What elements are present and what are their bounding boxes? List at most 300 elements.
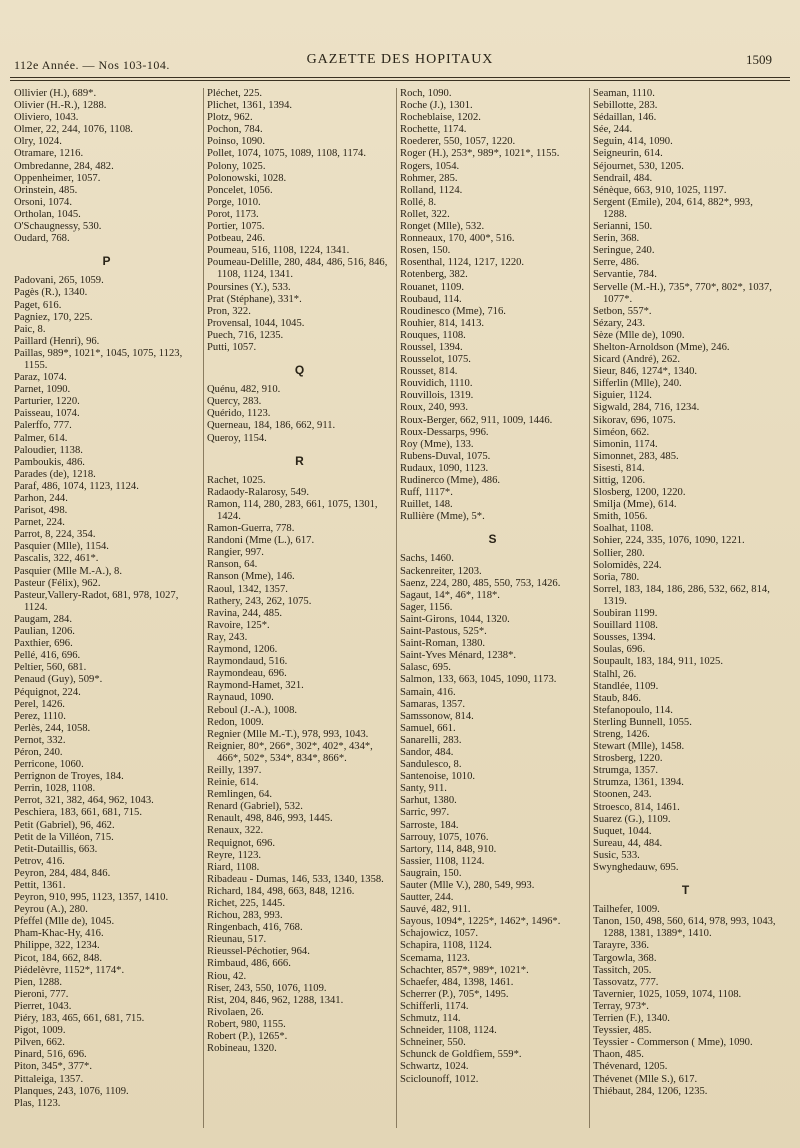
index-entry: Pasteur,Vallery-Radot, 681, 978, 1027, 1124.	[14, 589, 179, 613]
index-entry: Rimbaud, 486, 666.	[207, 958, 291, 970]
index-entry: Picot, 184, 662, 848.	[14, 952, 102, 964]
index-entry: Paillard (Henri), 96.	[14, 335, 100, 347]
index-entry: Plichet, 1361, 1394.	[207, 100, 293, 112]
index-entry: Rosen, 150.	[400, 245, 451, 257]
header-rule	[10, 77, 790, 78]
index-entry: Santenoise, 1010.	[400, 771, 476, 783]
index-entry: Perez, 1110.	[14, 710, 66, 722]
index-entry: Riard, 1108.	[207, 861, 260, 873]
index-entry: Sittig, 1206.	[593, 475, 646, 486]
index-entry: Paget, 616.	[14, 299, 62, 311]
index-entry: Ranson, 64.	[207, 559, 258, 571]
index-entry: Parades (de), 1218.	[14, 468, 96, 480]
index-entry: Thiébaut, 284, 1206, 1235.	[593, 1085, 708, 1097]
index-entry: Stoonen, 243.	[593, 789, 652, 801]
index-entry: Servelle (M.-H.), 735*, 770*, 802*, 1037, 1077*.	[593, 281, 772, 305]
index-entry: Rogers, 1054.	[400, 160, 460, 172]
index-entry: Roger (H.), 253*, 989*, 1021*, 1155.	[400, 148, 560, 160]
index-entry: Rouques, 1108.	[400, 329, 466, 341]
index-entry: Rieunau, 517.	[207, 934, 267, 946]
index-entry: Radaody-Ralarosy, 549.	[207, 486, 309, 498]
index-entry: Pasquier (Mlle M.-A.), 8.	[14, 565, 122, 577]
index-entry: Reignier, 80*, 266*, 302*, 402*, 434*, 466*, 502*, 534*, 834*, 866*.	[207, 740, 373, 764]
index-entry: Oudard, 768.	[14, 233, 70, 245]
index-entry: Pernot, 332.	[14, 734, 66, 746]
section-letter: T	[681, 883, 690, 898]
index-column-2	[207, 88, 392, 1138]
index-entry: Parnet, 1090.	[14, 384, 71, 396]
index-entry: Pittaleiga, 1357.	[14, 1073, 84, 1085]
index-entry: Rousset, 814.	[400, 366, 458, 378]
index-column-1	[14, 88, 199, 1138]
index-entry: Staub, 846.	[593, 692, 641, 704]
index-entry: Sureau, 44, 484.	[593, 837, 663, 849]
index-entry: Stroesco, 814, 1461.	[593, 801, 680, 813]
index-entry: Pigot, 1009.	[14, 1025, 66, 1037]
index-entry: Rolland, 1124.	[400, 184, 463, 196]
index-entry: Perrignon de Troyes, 184.	[14, 771, 124, 783]
index-entry: Peyrou (A.), 280.	[14, 904, 88, 916]
index-entry: Soalhat, 1108.	[593, 523, 654, 535]
index-entry: Pellé, 416, 696.	[14, 650, 81, 662]
index-entry: Paugam, 284.	[14, 613, 72, 625]
index-entry: Terrien (F.), 1340.	[593, 1013, 670, 1025]
index-entry: Rathery, 243, 262, 1075.	[207, 595, 312, 607]
index-entry: Roche (J.), 1301.	[400, 100, 473, 112]
index-entry: Schunck de Goldfiem, 559*.	[400, 1049, 522, 1061]
index-entry: Parisot, 498.	[14, 505, 68, 517]
index-entry: Richard, 184, 498, 663, 848, 1216.	[207, 885, 355, 897]
index-entry: Olmer, 22, 244, 1076, 1108.	[14, 124, 133, 136]
index-entry: Strosberg, 1220.	[593, 753, 663, 765]
index-entry: Petit-Dutaillis, 663.	[14, 843, 98, 855]
index-entry: Olivier (H.-R.), 1288.	[14, 100, 107, 112]
index-entry: Renard (Gabriel), 532.	[207, 801, 303, 813]
index-entry: Ravoire, 125*.	[207, 619, 270, 631]
index-entry: Seigneurin, 614.	[593, 148, 663, 160]
index-entry: Oliviero, 1043.	[14, 112, 79, 124]
index-entry: Petit (Gabriel), 96, 462.	[14, 819, 115, 831]
index-entry: Polonowski, 1028.	[207, 172, 287, 184]
index-entry: Samssonow, 814.	[400, 710, 474, 722]
index-entry: Piédelèvre, 1152*, 1174*.	[14, 964, 125, 976]
index-entry: Tanon, 150, 498, 560, 614, 978, 993, 1043, 1288, 1381, 1389*, 1410.	[593, 916, 776, 940]
index-entry: Rosenthal, 1124, 1217, 1220.	[400, 257, 525, 269]
index-entry: Saint-Roman, 1380.	[400, 638, 486, 650]
index-entry: Reilly, 1397.	[207, 764, 262, 776]
index-entry: Smilja (Mme), 614.	[593, 499, 677, 511]
index-entry: Palmer, 614.	[14, 432, 68, 444]
index-entry: Streng, 1426.	[593, 728, 650, 740]
index-entry: Sèze (Mlle de), 1090.	[593, 329, 685, 341]
index-entry: Tavernier, 1025, 1059, 1074, 1108.	[593, 988, 742, 1000]
index-column-3	[400, 88, 585, 1138]
index-entry: Piton, 345*, 377*.	[14, 1061, 92, 1073]
index-entry: Sassier, 1108, 1124.	[400, 855, 485, 867]
index-entry: Sartory, 114, 848, 910.	[400, 843, 497, 855]
index-entry: Soupault, 183, 184, 911, 1025.	[593, 656, 723, 668]
index-entry: Palerffo, 777.	[14, 420, 72, 432]
index-entry: Porge, 1010.	[207, 196, 261, 208]
index-entry: Rocheblaise, 1202.	[400, 112, 481, 124]
index-entry: Rachet, 1025.	[207, 474, 266, 486]
index-entry: Stefanopoulo, 114.	[593, 704, 673, 716]
index-entry: Rieussel-Péchotier, 964.	[207, 946, 310, 958]
index-entry: Paraf, 486, 1074, 1123, 1124.	[14, 480, 139, 492]
index-entry: Parrot, 8, 224, 354.	[14, 529, 96, 541]
index-entry: Robineau, 1320.	[207, 1043, 277, 1055]
index-entry: Pien, 1288.	[14, 976, 62, 988]
index-entry: Schneider, 1108, 1124.	[400, 1025, 497, 1037]
index-entry: Rouhier, 814, 1413.	[400, 317, 485, 329]
index-entry: Pettit, 1361.	[14, 880, 66, 891]
index-entry: Servantie, 784.	[593, 269, 657, 281]
issue-label: 112e Année. — Nos 103-104.	[14, 58, 170, 72]
index-column-4	[593, 88, 778, 1138]
index-entry: Sarroste, 184.	[400, 819, 459, 831]
index-entry: Saint-Pastous, 525*.	[400, 626, 487, 638]
index-entry: Robert, 980, 1155.	[207, 1018, 286, 1030]
index-entry: Reboul (J.-A.), 1008.	[207, 704, 298, 716]
index-entry: Richou, 283, 993.	[207, 910, 283, 922]
index-entry: Paloudier, 1138.	[14, 444, 83, 456]
index-entry: Peyron, 284, 484, 846.	[14, 867, 111, 879]
index-entry: Portier, 1075.	[207, 221, 265, 233]
index-entry: Poursines (Y.), 533.	[207, 281, 291, 293]
index-entry: O'Schaugnessy, 530.	[14, 221, 102, 233]
index-entry: Tassovatz, 777.	[593, 976, 659, 988]
index-entry: Querneau, 184, 186, 662, 911.	[207, 420, 336, 432]
index-entry: Soubiran 1199.	[593, 608, 658, 620]
index-entry: Thévenard, 1205.	[593, 1061, 668, 1073]
index-entry: Salasc, 695.	[400, 662, 451, 674]
index-entry: Sénèque, 663, 910, 1025, 1197.	[593, 184, 727, 196]
index-entry: Thévenet (Mlle S.), 617.	[593, 1073, 698, 1085]
index-entry: Seaman, 1110.	[593, 88, 655, 99]
index-entry: Redon, 1009.	[207, 716, 264, 728]
index-entry: Raymond-Hamet, 321.	[207, 680, 304, 692]
index-entry: Schajowicz, 1057.	[400, 928, 478, 940]
index-entry: Rollé, 8.	[400, 196, 437, 208]
index-entry: Sebillotte, 283.	[593, 100, 658, 112]
index-entry: Pochon, 784.	[207, 124, 263, 136]
section-letter: P	[102, 254, 111, 269]
index-entry: Sergent (Emile), 204, 614, 882*, 993, 1288.	[593, 196, 753, 220]
index-entry: Schifferli, 1174.	[400, 1000, 469, 1012]
index-entry: Samaras, 1357.	[400, 698, 466, 710]
index-entry: Schachter, 857*, 989*, 1021*.	[400, 964, 529, 976]
index-entry: Penaud (Guy), 509*.	[14, 674, 103, 686]
index-entry: Sackenreiter, 1203.	[400, 565, 482, 577]
index-entry: Santy, 911.	[400, 783, 447, 795]
index-entry: Serin, 368.	[593, 233, 640, 245]
index-entry: Shelton-Arnoldson (Mme), 246.	[593, 341, 730, 353]
index-entry: Roederer, 550, 1057, 1220.	[400, 136, 516, 148]
index-entry: Sautter, 244.	[400, 892, 454, 904]
index-entry: Ray, 243.	[207, 631, 248, 643]
index-entry: Sohier, 224, 335, 1076, 1090, 1221.	[593, 535, 745, 547]
index-entry: Paisseau, 1074.	[14, 408, 80, 420]
index-entry: Roux-Berger, 662, 911, 1009, 1446.	[400, 414, 553, 426]
index-entry: Pfeffel (Mlle de), 1045.	[14, 916, 115, 928]
index-entry: Samain, 416.	[400, 686, 456, 698]
index-entry: Sorrel, 183, 184, 186, 286, 532, 662, 814, 1319.	[593, 583, 770, 607]
index-entry: Sauter (Mlle V.), 280, 549, 993.	[400, 880, 535, 891]
index-entry: Salmon, 133, 663, 1045, 1090, 1173.	[400, 674, 557, 686]
index-entry: Teyssier - Commerson ( Mme), 1090.	[593, 1037, 753, 1049]
index-entry: Parhon, 244.	[14, 493, 68, 504]
index-entry: Sauvé, 482, 911.	[400, 904, 471, 916]
index-entry: Pasquier (Mlle), 1154.	[14, 541, 109, 553]
index-entry: Schneiner, 550.	[400, 1037, 466, 1049]
index-entry: Scherrer (P.), 705*, 1495.	[400, 988, 509, 1000]
index-entry: Peschiera, 183, 661, 681, 715.	[14, 807, 142, 819]
index-entry: Sifferlin (Mlle), 240.	[593, 378, 682, 390]
index-entry: Pagès (R.), 1340.	[14, 287, 88, 299]
section-letter: S	[488, 532, 497, 547]
index-entry: Riou, 42.	[207, 970, 247, 982]
section-letter: Q	[294, 363, 305, 378]
index-entry: Sciclounoff, 1012.	[400, 1073, 479, 1085]
index-entry: Rudinerco (Mme), 486.	[400, 475, 501, 486]
index-entry: Solomidès, 224.	[593, 559, 662, 571]
index-entry: Ronget (Mlle), 532.	[400, 221, 485, 233]
index-entry: Saugrain, 150.	[400, 867, 462, 879]
index-entry: Sandor, 484.	[400, 746, 454, 758]
index-entry: Putti, 1057.	[207, 341, 257, 353]
index-entry: Sanarelli, 283.	[400, 734, 462, 746]
page-header	[14, 52, 786, 76]
index-entry: Soulas, 696.	[593, 644, 646, 656]
index-entry: Perlès, 244, 1058.	[14, 722, 91, 734]
index-entry: Perricone, 1060.	[14, 759, 84, 771]
index-entry: Quercy, 283.	[207, 396, 262, 408]
index-entry: Plotz, 962.	[207, 112, 253, 124]
index-entry: Pieroni, 777.	[14, 988, 69, 1000]
index-columns	[14, 88, 790, 1138]
index-entry: Pléchet, 225.	[207, 88, 263, 99]
index-entry: Provensal, 1044, 1045.	[207, 317, 305, 329]
index-entry: Sisesti, 814.	[593, 462, 645, 474]
index-entry: Ravina, 244, 485.	[207, 607, 283, 619]
index-entry: Schapira, 1108, 1124.	[400, 940, 492, 952]
index-entry: Samuel, 661.	[400, 722, 456, 734]
index-entry: Simonin, 1174.	[593, 438, 658, 450]
index-entry: Rouvillois, 1319.	[400, 390, 474, 402]
index-entry: Schaefer, 484, 1398, 1461.	[400, 976, 514, 988]
index-entry: Poumeau-Delille, 280, 484, 486, 516, 846, 1108, 1124, 1341.	[207, 257, 388, 281]
index-entry: Pinard, 516, 696.	[14, 1049, 87, 1061]
index-entry: Ronneaux, 170, 400*, 516.	[400, 233, 515, 245]
index-entry: Sarric, 997.	[400, 807, 450, 819]
index-entry: Sager, 1156.	[400, 601, 453, 613]
index-entry: Pierret, 1043.	[14, 1000, 72, 1012]
index-entry: Rangier, 997.	[207, 547, 264, 559]
index-entry: Serre, 486.	[593, 257, 640, 269]
index-entry: Rohmer, 285.	[400, 172, 458, 184]
column-divider	[203, 88, 204, 1128]
index-entry: Pasteur (Félix), 962.	[14, 577, 101, 589]
index-entry: Rouvidich, 1110.	[400, 378, 473, 390]
index-entry: Sieur, 846, 1274*, 1340.	[593, 366, 698, 378]
index-entry: Riser, 243, 550, 1076, 1109.	[207, 982, 327, 994]
index-entry: Sicard (André), 262.	[593, 354, 681, 366]
index-entry: Sée, 244.	[593, 124, 633, 136]
index-entry: Pilven, 662.	[14, 1037, 65, 1049]
index-entry: Stalhl, 26.	[593, 668, 637, 680]
index-entry: Poumeau, 516, 1108, 1224, 1341.	[207, 245, 350, 257]
index-entry: Sézary, 243.	[593, 317, 645, 329]
index-entry: Plas, 1123.	[14, 1097, 61, 1109]
index-entry: Paxthier, 696.	[14, 638, 73, 650]
index-entry: Pollet, 1074, 1075, 1089, 1108, 1174.	[207, 148, 367, 160]
index-entry: Rochette, 1174.	[400, 124, 467, 136]
index-entry: Ranson (Mme), 146.	[207, 571, 295, 583]
index-entry: Rist, 204, 846, 962, 1288, 1341.	[207, 994, 344, 1006]
index-entry: Roudinesco (Mme), 716.	[400, 305, 506, 317]
index-entry: Ringenbach, 416, 768.	[207, 922, 303, 934]
index-entry: Perrin, 1028, 1108.	[14, 783, 96, 795]
index-entry: Rotenberg, 382.	[400, 269, 468, 281]
index-entry: Roussel, 1394.	[400, 341, 463, 353]
index-entry: Raynaud, 1090.	[207, 692, 274, 704]
index-entry: Rousselot, 1075.	[400, 354, 471, 366]
index-entry: Rudaux, 1090, 1123.	[400, 462, 489, 474]
index-entry: Raoul, 1342, 1357.	[207, 583, 288, 595]
index-entry: Swynghedauw, 695.	[593, 862, 679, 873]
index-entry: Renaux, 322.	[207, 825, 264, 837]
index-entry: Poncelet, 1056.	[207, 184, 273, 196]
index-entry: Rubens-Duval, 1075.	[400, 450, 491, 462]
index-entry: Siguier, 1124.	[593, 390, 652, 402]
index-entry: Orsoni, 1074.	[14, 196, 72, 208]
index-entry: Oppenheimer, 1057.	[14, 172, 101, 184]
index-entry: Scemama, 1123.	[400, 952, 470, 964]
index-entry: Pamboukis, 486.	[14, 456, 85, 468]
index-entry: Piéry, 183, 465, 661, 681, 715.	[14, 1013, 145, 1025]
index-entry: Suquet, 1044.	[593, 825, 652, 837]
index-entry: Pham-Khac-Hy, 416.	[14, 928, 104, 940]
index-entry: Planques, 243, 1076, 1109.	[14, 1085, 129, 1097]
index-entry: Tassitch, 205.	[593, 964, 652, 976]
index-entry: Raymondeau, 696.	[207, 668, 287, 680]
index-entry: Rouanet, 1109.	[400, 281, 465, 293]
publication-title: GAZETTE DES HOPITAUX	[306, 52, 494, 67]
index-entry: Strumga, 1357.	[593, 765, 659, 777]
index-entry: Pascalis, 322, 461*.	[14, 553, 99, 565]
index-entry: Queroy, 1154.	[207, 432, 267, 444]
index-entry: Sarhut, 1380.	[400, 795, 457, 807]
index-entry: Quénu, 482, 910.	[207, 384, 281, 396]
index-entry: Roy (Mme), 133.	[400, 438, 474, 450]
index-entry: Siméon, 662.	[593, 426, 650, 438]
index-entry: Ombredanne, 284, 482.	[14, 160, 114, 172]
index-entry: Strumza, 1361, 1394.	[593, 777, 684, 789]
index-entry: Poinso, 1090.	[207, 136, 265, 148]
index-entry: Seringue, 240.	[593, 245, 655, 257]
index-entry: Robert (P.), 1265*.	[207, 1031, 288, 1043]
index-entry: Roubaud, 114.	[400, 293, 462, 305]
index-entry: Potbeau, 246.	[207, 233, 265, 245]
index-entry: Pron, 322.	[207, 305, 251, 317]
index-entry: Schwartz, 1024.	[400, 1061, 469, 1073]
index-entry: Porot, 1173.	[207, 208, 259, 220]
section-letter: R	[295, 453, 304, 468]
index-entry: Standlée, 1109.	[593, 680, 659, 692]
index-entry: Sterling Bunnell, 1055.	[593, 716, 692, 728]
index-entry: Saint-Girons, 1044, 1320.	[400, 613, 510, 625]
index-entry: Peyron, 910, 995, 1123, 1357, 1410.	[14, 892, 169, 904]
index-entry: Paulian, 1206.	[14, 626, 75, 638]
index-entry: Susic, 533.	[593, 849, 640, 861]
index-entry: Puech, 716, 1235.	[207, 329, 284, 341]
index-entry: Serianni, 150.	[593, 221, 653, 233]
index-entry: Saint-Yves Ménard, 1238*.	[400, 650, 517, 662]
index-entry: Otramare, 1216.	[14, 148, 84, 160]
index-entry: Philippe, 322, 1234.	[14, 940, 100, 952]
index-entry: Saenz, 224, 280, 485, 550, 753, 1426.	[400, 577, 561, 589]
index-entry: Sayous, 1094*, 1225*, 1462*, 1496*.	[400, 916, 561, 928]
index-entry: Paic, 8.	[14, 323, 46, 335]
index-entry: Renault, 498, 846, 993, 1445.	[207, 813, 333, 825]
index-entry: Remlingen, 64.	[207, 789, 273, 801]
index-entry: Suarez (G.), 1109.	[593, 813, 671, 825]
index-entry: Terray, 973*.	[593, 1000, 649, 1012]
column-divider	[589, 88, 590, 1128]
index-entry: Rullière (Mme), 5*.	[400, 511, 485, 523]
index-entry: Sikorav, 696, 1075.	[593, 414, 676, 426]
index-entry: Péron, 240.	[14, 746, 63, 758]
index-entry: Sachs, 1460.	[400, 553, 454, 565]
index-entry: Rivolaen, 26.	[207, 1006, 264, 1018]
index-entry: Ramon-Guerra, 778.	[207, 523, 295, 535]
index-entry: Petit de la Villéon, 715.	[14, 831, 114, 843]
index-entry: Sigwald, 284, 716, 1234.	[593, 402, 700, 414]
index-entry: Ramon, 114, 280, 283, 661, 1075, 1301, 1424.	[207, 498, 378, 522]
index-entry: Quérido, 1123.	[207, 408, 271, 420]
index-entry: Péquignot, 224.	[14, 686, 81, 698]
index-entry: Ortholan, 1045.	[14, 208, 81, 220]
index-entry: Sagaut, 14*, 46*, 118*.	[400, 589, 500, 601]
header-rule-thin	[10, 80, 790, 81]
column-divider	[396, 88, 397, 1128]
index-entry: Ollivier (H.), 689*.	[14, 88, 97, 99]
index-entry: Sarrouy, 1075, 1076.	[400, 831, 489, 843]
index-entry: Reinie, 614.	[207, 777, 259, 789]
index-entry: Soria, 780.	[593, 571, 640, 583]
index-entry: Sollier, 280.	[593, 547, 645, 559]
index-entry: Tarayre, 336.	[593, 940, 650, 952]
index-entry: Roch, 1090.	[400, 88, 452, 99]
index-entry: Souillard 1108.	[593, 620, 658, 632]
page-number: 1509	[746, 52, 772, 67]
index-entry: Schmutz, 114.	[400, 1013, 461, 1025]
index-entry: Ruillet, 148.	[400, 499, 453, 511]
index-entry: Pagniez, 170, 225.	[14, 311, 93, 323]
index-entry: Orinstein, 485.	[14, 184, 78, 196]
index-entry: Parnet, 224.	[14, 517, 65, 529]
index-entry: Thaon, 485.	[593, 1049, 644, 1061]
index-entry: Prat (Stéphane), 331*.	[207, 293, 302, 305]
index-entry: Olry, 1024.	[14, 136, 62, 148]
index-entry: Sousses, 1394.	[593, 632, 656, 644]
index-entry: Sédaillan, 146.	[593, 112, 657, 124]
index-entry: Randoni (Mme (L.), 617.	[207, 535, 315, 547]
index-entry: Sendrail, 484.	[593, 172, 653, 184]
index-entry: Séjournet, 530, 1205.	[593, 160, 684, 172]
index-entry: Peltier, 560, 681.	[14, 662, 87, 674]
index-entry: Ruff, 1117*.	[400, 487, 453, 499]
